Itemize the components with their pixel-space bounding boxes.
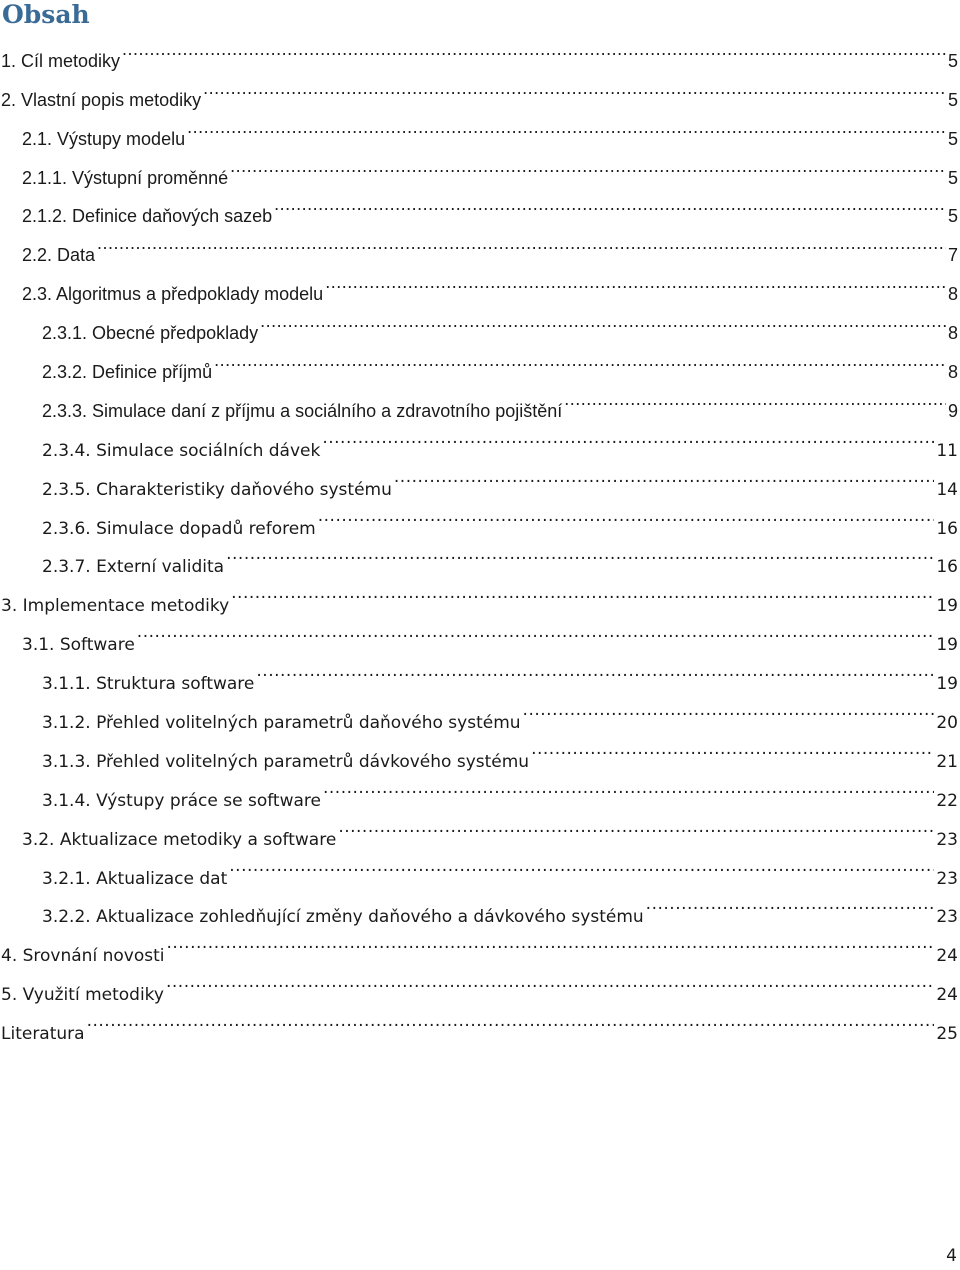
toc-dot-leader	[256, 650, 934, 689]
toc-entry-title: 3.1.3. Přehled volitelných parametrů dávkového systému	[42, 751, 530, 772]
toc-dot-leader	[322, 417, 934, 456]
toc-entry-page: 11	[936, 440, 958, 461]
toc-dot-leader	[214, 339, 946, 378]
toc-dot-leader	[229, 845, 934, 884]
toc-entry-title: 2.3.7. Externí validita	[42, 557, 225, 578]
toc-entry-page: 5	[947, 128, 958, 149]
toc-dot-leader	[523, 689, 935, 728]
toc-entry-page: 22	[936, 790, 958, 811]
toc-entry-title: 3.2. Aktualizace metodiky a software	[22, 829, 337, 850]
toc-entry-page: 5	[947, 167, 958, 188]
toc-dot-leader	[187, 106, 946, 145]
toc-heading: Obsah	[2, 0, 90, 29]
toc-entry[interactable]	[0, 1000, 958, 1045]
toc-entry-page: 19	[936, 674, 958, 695]
toc-dot-leader	[325, 261, 946, 300]
toc-entry-page: 16	[936, 518, 958, 539]
toc-entry-page: 5	[947, 50, 958, 71]
toc-dot-leader	[87, 1000, 935, 1039]
toc-entry-page: 9	[947, 400, 958, 421]
toc-dot-leader	[323, 767, 934, 806]
toc-entry-page: 8	[947, 362, 958, 383]
toc-entry[interactable]	[0, 611, 958, 656]
toc-entry-title: 3.2.2. Aktualizace zohledňující změny daňového a dávkového systému	[42, 907, 644, 928]
toc-dot-leader	[394, 456, 934, 495]
toc-entry[interactable]	[0, 261, 958, 305]
toc-entry-title: 3.1.1. Struktura software	[42, 674, 255, 695]
toc-entry-page: 14	[936, 479, 958, 500]
toc-entry-page: 23	[936, 868, 958, 889]
toc-entry-title: 2. Vlastní popis metodiky	[1, 89, 202, 110]
toc-entry-page: 25	[936, 1024, 958, 1045]
toc-entry-title: 2.3.5. Charakteristiky daňového systému	[42, 479, 392, 500]
toc-entry-page: 8	[947, 284, 958, 305]
toc-entry[interactable]	[0, 222, 958, 266]
toc-dot-leader	[260, 300, 946, 339]
toc-dot-leader	[318, 495, 935, 534]
toc-entry-title: 3. Implementace metodiky	[1, 596, 230, 617]
toc-entry-title: 2.2. Data	[22, 245, 96, 266]
toc-entry-title: 3.2.1. Aktualizace dat	[42, 868, 228, 889]
toc-dot-leader	[226, 534, 934, 573]
toc-entry-page: 19	[936, 635, 958, 656]
toc-dot-leader	[122, 28, 946, 67]
toc-entry-page: 23	[936, 907, 958, 928]
table-of-contents	[0, 28, 958, 1045]
toc-entry[interactable]	[0, 650, 958, 695]
toc-entry[interactable]	[0, 28, 958, 71]
toc-dot-leader	[646, 884, 935, 923]
toc-entry-page: 19	[936, 596, 958, 617]
toc-entry-page: 5	[947, 89, 958, 110]
toc-entry-title: 2.3.2. Definice příjmů	[42, 362, 213, 383]
toc-entry[interactable]	[0, 67, 958, 110]
toc-entry-page: 23	[936, 829, 958, 850]
toc-dot-leader	[203, 67, 946, 106]
toc-entry-title: 5. Využití metodiky	[1, 985, 164, 1006]
toc-dot-leader	[230, 145, 946, 184]
toc-entry-page: 16	[936, 557, 958, 578]
toc-entry-title: 2.3. Algoritmus a předpoklady modelu	[22, 284, 324, 305]
toc-entry-title: 2.3.3. Simulace daní z příjmu a sociálního a zdravotního pojištění	[42, 400, 563, 421]
toc-entry-title: 2.1.2. Definice daňových sazeb	[22, 206, 273, 227]
toc-entry-title: 3.1.4. Výstupy práce se software	[42, 790, 321, 811]
toc-dot-leader	[274, 184, 946, 223]
toc-entry-title: 2.1. Výstupy modelu	[22, 128, 186, 149]
toc-entry-page: 20	[936, 713, 958, 734]
toc-entry-page: 24	[936, 985, 958, 1006]
toc-entry-title: 2.3.6. Simulace dopadů reforem	[42, 518, 316, 539]
toc-entry-page: 7	[947, 245, 958, 266]
toc-entry-title: 2.3.1. Obecné předpoklady	[42, 323, 259, 344]
toc-entry-title: 2.1.1. Výstupní proměnné	[22, 167, 229, 188]
toc-entry-page: 8	[947, 323, 958, 344]
toc-dot-leader	[531, 728, 934, 767]
toc-dot-leader	[231, 572, 934, 611]
toc-dot-leader	[166, 961, 934, 1000]
toc-dot-leader	[564, 378, 946, 417]
toc-entry-title: Literatura	[1, 1024, 85, 1045]
toc-dot-leader	[137, 611, 935, 650]
toc-entry-title: 3.1.2. Přehled volitelných parametrů daňového systému	[42, 713, 521, 734]
toc-entry-title: 2.3.4. Simulace sociálních dávek	[42, 440, 321, 461]
toc-entry-title: 3.1. Software	[22, 635, 135, 656]
toc-entry-title: 1. Cíl metodiky	[1, 50, 121, 71]
page-number: 4	[946, 1246, 957, 1266]
toc-entry-page: 21	[936, 751, 958, 772]
toc-entry-title: 4. Srovnání novosti	[1, 946, 165, 967]
toc-dot-leader	[166, 922, 934, 961]
toc-entry-page: 24	[936, 946, 958, 967]
toc-dot-leader	[97, 222, 946, 261]
toc-entry-page: 5	[947, 206, 958, 227]
toc-dot-leader	[338, 806, 934, 845]
